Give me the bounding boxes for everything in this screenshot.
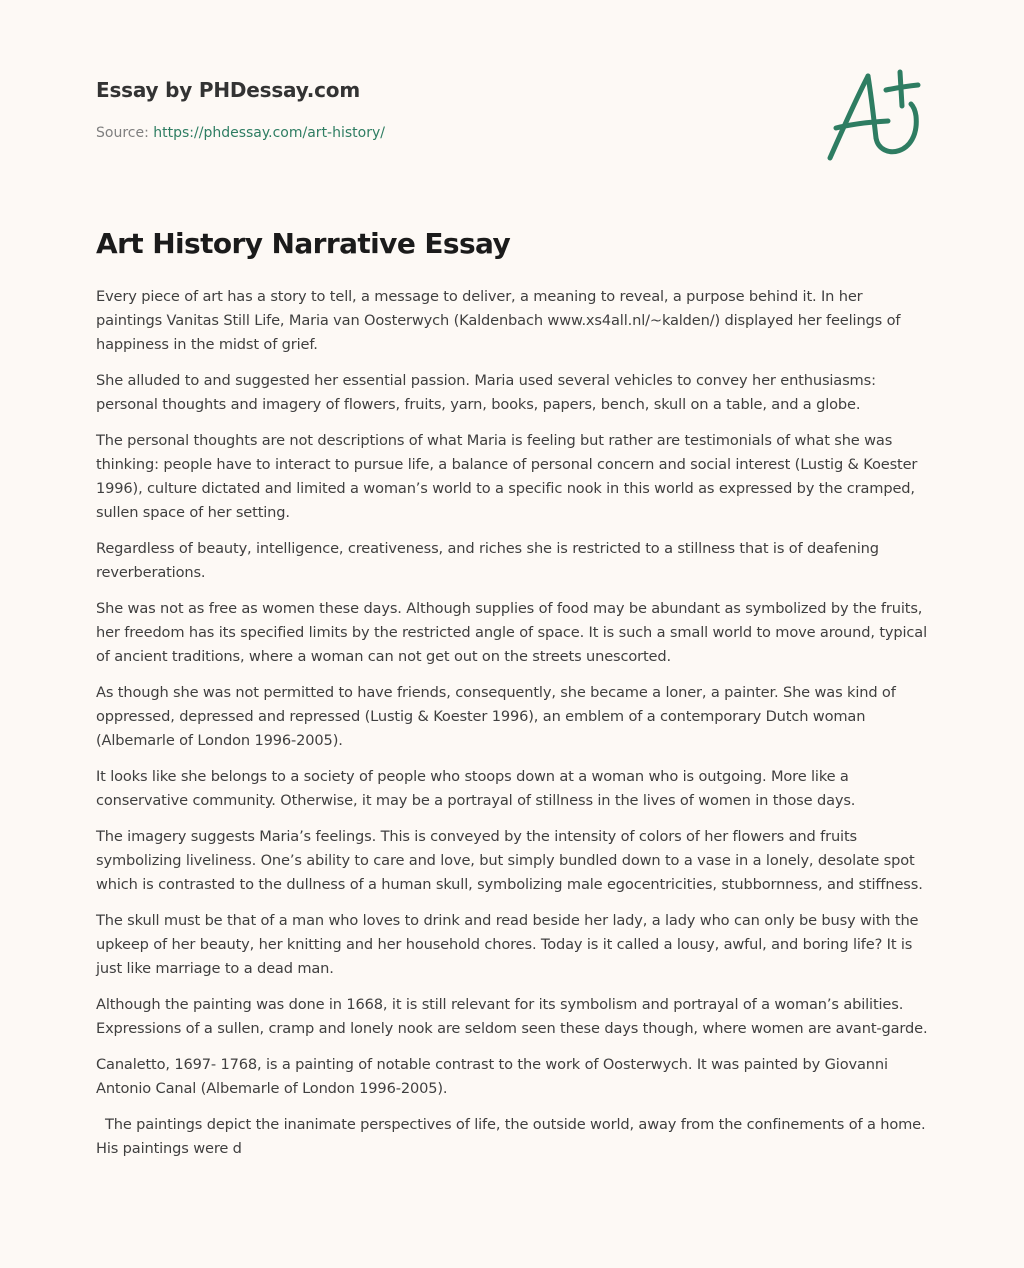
essay-paragraph: It looks like she belongs to a society of people who stoops down at a woman who is outgoing. More like a conservative community. Otherwise, it may be a portrayal of stillness in the lives of women in those days. xyxy=(96,768,856,809)
essay-paragraph: Canaletto, 1697- 1768, is a painting of notable contrast to the work of Oosterwych. It was painted by Giovanni Antonio Canal (Albemarle of London 1996-2005). xyxy=(96,1056,888,1097)
brand-title: Essay by PHDessay.com xyxy=(96,78,360,102)
essay-paragraph: She was not as free as women these days. Although supplies of food may be abundant as symbolized by the fruits, her freedom has its specified limits by the restricted angle of space. It is such a small world to move around, typical of ancient traditions, where a woman can not get out on the streets unescorted. xyxy=(96,600,927,665)
essay-paragraph: She alluded to and suggested her essential passion. Maria used several vehicles to convey her enthusiasms: personal thoughts and imagery of flowers, fruits, yarn, books, papers, bench, skull on a table, and a globe. xyxy=(96,372,876,413)
essay-paragraph: Regardless of beauty, intelligence, creativeness, and riches she is restricted to a stillness that is of deafening reverberations. xyxy=(96,540,879,581)
source-line xyxy=(96,123,385,143)
source-link[interactable]: https://phdessay.com/art-history/ xyxy=(153,125,385,141)
essay-paragraph: The personal thoughts are not descriptions of what Maria is feeling but rather are testimonials of what she was thinking: people have to interact to pursue life, a balance of personal concern and social interest (Lustig & Koester 1996), culture dictated and limited a woman’s world to a specific nook in this world as expressed by the cramped, sullen space of her setting. xyxy=(96,432,918,521)
essay-paragraph: Although the painting was done in 1668, it is still relevant for its symbolism and portrayal of a woman’s abilities. Expressions of a sullen, cramp and lonely nook are seldom seen these days though, where women are avant-garde. xyxy=(96,996,928,1037)
essay-paragraph: The imagery suggests Maria’s feelings. This is conveyed by the intensity of colors of her flowers and fruits symbolizing liveliness. One’s ability to care and love, but simply bundled down to a vase in a lonely, desolate spot which is contrasted to the dullness of a human skull, symbolizing male egocentricities, stubbornness, and stiffness. xyxy=(96,828,923,893)
a-plus-grade-icon xyxy=(820,66,930,166)
essay-body xyxy=(96,285,935,1173)
essay-paragraph: The paintings depict the inanimate perspectives of life, the outside world, away from the confinements of a home. His paintings were d xyxy=(96,1116,935,1157)
essay-title: Art History Narrative Essay xyxy=(96,227,511,260)
essay-paragraph: As though she was not permitted to have friends, consequently, she became a loner, a painter. She was kind of oppressed, depressed and repressed (Lustig & Koester 1996), an emblem of a contemporary Dutch woman (Albemarle of London 1996-2005). xyxy=(96,684,896,749)
source-label: Source: xyxy=(96,125,154,141)
page-header xyxy=(96,76,385,143)
essay-paragraph: Every piece of art has a story to tell, a message to deliver, a meaning to reveal, a purpose behind it. In her paintings Vanitas Still Life, Maria van Oosterwych (Kaldenbach www.xs4all.nl/~kalden/) displayed her feelings of happiness in the midst of grief. xyxy=(96,288,901,353)
essay-paragraph: The skull must be that of a man who loves to drink and read beside her lady, a lady who can only be busy with the upkeep of her beauty, her knitting and her household chores. Today is it called a lousy, awful, and boring life? It is just like marriage to a dead man. xyxy=(96,912,919,977)
